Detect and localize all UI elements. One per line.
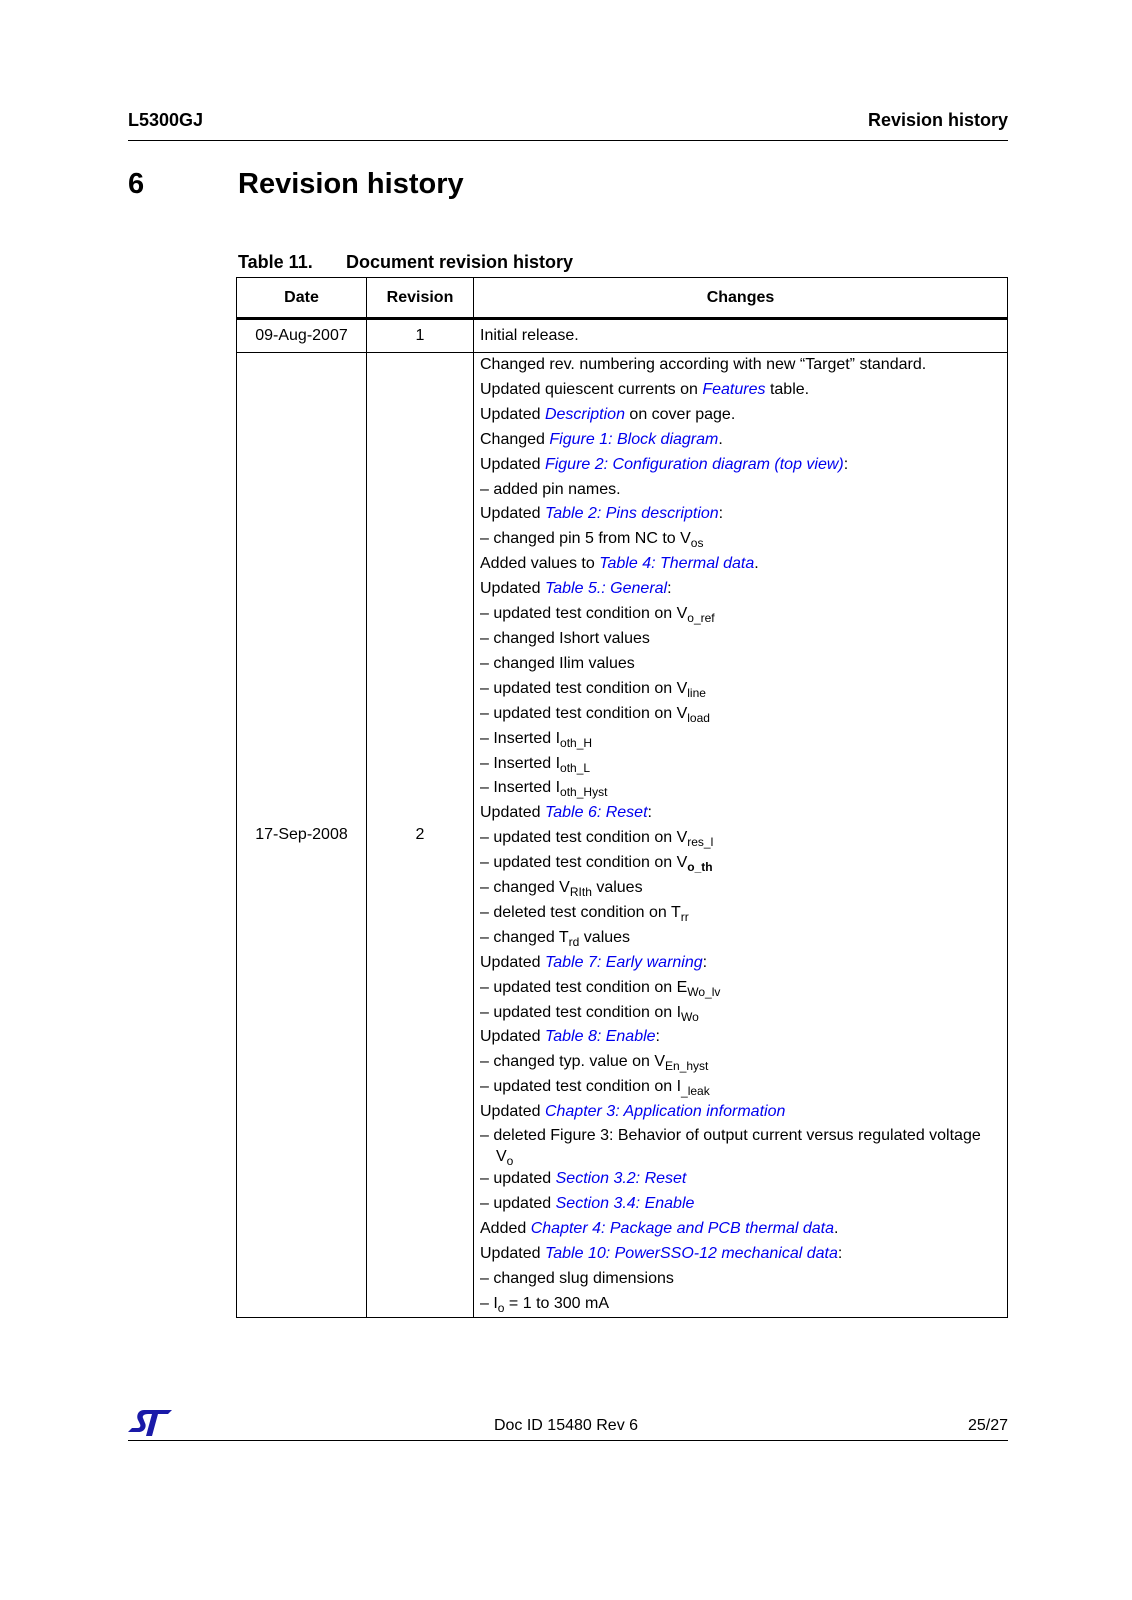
- subscript: Wo_lv: [687, 984, 721, 999]
- cross-ref-link[interactable]: Description: [544, 405, 625, 423]
- subscript: o: [506, 1154, 514, 1169]
- subscript: load: [687, 710, 710, 725]
- change-line: [480, 527, 999, 552]
- change-line: – changed slug dimensions: [480, 1269, 674, 1287]
- change-line: [480, 428, 999, 453]
- col-header-revision: Revision: [367, 278, 474, 319]
- change-line: [480, 727, 999, 752]
- change-line: [480, 677, 999, 702]
- change-text: – changed typ. value on V: [480, 1053, 666, 1071]
- change-text: Changed: [480, 430, 550, 448]
- subscript: o_th: [687, 860, 713, 875]
- cross-ref-link[interactable]: Table 10: PowerSSO-12 mechanical data: [544, 1244, 838, 1262]
- change-text: :: [647, 804, 652, 822]
- cell-revision: 2: [367, 353, 474, 1318]
- change-text: Updated: [480, 1028, 545, 1046]
- cross-ref-link[interactable]: Table 8: Enable: [544, 1028, 656, 1046]
- cell-changes: Initial release.: [474, 319, 1008, 353]
- change-line: [480, 801, 999, 826]
- change-line: [480, 1125, 999, 1167]
- col-header-changes: Changes: [474, 278, 1008, 319]
- change-text: – deleted Figure 3: Behavior of output current versus regulated voltage V: [480, 1127, 981, 1166]
- cross-ref-link[interactable]: Table 4: Thermal data: [599, 555, 755, 573]
- change-text: Updated: [480, 953, 545, 971]
- subscript: o: [497, 1300, 505, 1315]
- change-line: [480, 702, 999, 727]
- change-text: – changed T: [480, 928, 569, 946]
- change-text: :: [655, 1028, 660, 1046]
- cross-ref-link[interactable]: Chapter 3: Application information: [544, 1103, 786, 1121]
- header-doc-name: L5300GJ: [128, 110, 204, 130]
- subscript: oth_L: [560, 760, 591, 775]
- change-text: :: [702, 953, 708, 971]
- change-text: Updated: [480, 505, 545, 523]
- change-line: [480, 851, 999, 876]
- change-line: [480, 577, 999, 602]
- section-title: Revision history: [238, 168, 464, 200]
- subscript: RIth: [569, 885, 592, 900]
- change-text: Updated quiescent currents on: [480, 380, 703, 398]
- change-text: Updated: [480, 1244, 545, 1262]
- change-text: – updated test condition on V: [480, 679, 688, 697]
- change-line: [480, 602, 999, 627]
- change-text: – updated test condition on V: [480, 854, 688, 872]
- change-text: – updated test condition on V: [480, 829, 688, 847]
- change-text: Updated: [480, 405, 545, 423]
- change-line: [480, 1167, 999, 1192]
- change-text: – Inserted I: [480, 779, 561, 797]
- table-caption: [238, 252, 573, 273]
- change-text: .: [834, 1219, 839, 1237]
- change-text: – updated: [480, 1170, 556, 1188]
- subscript: oth_H: [560, 735, 593, 750]
- change-line: [480, 1292, 999, 1317]
- cross-ref-link[interactable]: Table 7: Early warning: [544, 953, 703, 971]
- change-text: table.: [765, 380, 810, 398]
- change-text: Updated: [480, 804, 545, 822]
- cross-ref-link[interactable]: Table 5.: General: [544, 580, 668, 598]
- revision-table: [236, 277, 1008, 1318]
- change-text: Updated: [480, 1103, 545, 1121]
- change-line: – changed Ilim values: [480, 654, 635, 672]
- change-text: :: [667, 580, 672, 598]
- table-label: Table 11.: [238, 252, 313, 272]
- change-text: Added: [480, 1219, 531, 1237]
- change-line: [480, 1242, 999, 1267]
- subscript: os: [690, 536, 704, 551]
- change-line: [480, 876, 999, 901]
- change-line: [480, 901, 999, 926]
- change-text: – updated test condition on E: [480, 978, 688, 996]
- change-line: [480, 403, 999, 428]
- table-row: [237, 353, 1008, 1318]
- subscript: rd: [568, 934, 580, 949]
- change-text: – updated: [480, 1195, 556, 1212]
- col-header-date: Date: [237, 278, 367, 319]
- subscript: En_hyst: [665, 1059, 709, 1074]
- change-line: [480, 752, 999, 777]
- subscript: line: [687, 685, 706, 700]
- change-line: [480, 976, 999, 1001]
- header-section-name: Revision history: [867, 110, 1008, 130]
- cell-revision: 1: [367, 319, 474, 353]
- cross-ref-link[interactable]: Figure 2: Configuration diagram (top view): [544, 455, 844, 473]
- change-text: – changed V: [480, 879, 570, 897]
- footer-doc-id: Doc ID 15480 Rev 6: [493, 1417, 639, 1434]
- change-line: [480, 1192, 999, 1217]
- change-line: [480, 1217, 999, 1242]
- change-line: [480, 951, 999, 976]
- change-line: – changed Ishort values: [480, 629, 650, 647]
- cell-date: 09-Aug-2007: [237, 319, 367, 353]
- change-text: Updated: [480, 455, 545, 473]
- change-line: [480, 776, 999, 801]
- change-text: – updated test condition on I: [480, 1003, 682, 1021]
- change-text: – updated test condition on I: [480, 1078, 682, 1096]
- change-text: = 1 to 300 mA: [504, 1294, 609, 1312]
- change-line: [480, 1075, 999, 1100]
- header-rule: [128, 140, 1008, 141]
- footer-rule: [128, 1440, 1008, 1441]
- cross-ref-link[interactable]: Section 3.2: Reset: [555, 1170, 687, 1188]
- change-line: [480, 1001, 999, 1026]
- change-line: – added pin names.: [480, 480, 621, 498]
- table-row: [237, 319, 1008, 353]
- change-text: values: [579, 928, 631, 946]
- change-text: – updated test condition on V: [480, 605, 688, 623]
- change-text: .: [754, 555, 759, 573]
- subscript: o_ref: [687, 611, 715, 626]
- change-line: [480, 453, 999, 478]
- change-text: Added values to: [480, 555, 600, 573]
- change-text: .: [718, 430, 723, 448]
- cross-ref-link[interactable]: Figure 1: Block diagram: [549, 430, 719, 448]
- change-text: Updated: [480, 580, 545, 598]
- change-text: – updated test condition on V: [480, 704, 688, 722]
- change-line: [480, 926, 999, 951]
- change-text: – changed pin 5 from NC to V: [480, 530, 691, 548]
- change-text: :: [837, 1244, 843, 1262]
- cross-ref-link[interactable]: Section 3.4: Enable: [555, 1195, 695, 1212]
- cross-ref-link[interactable]: Table 2: Pins description: [544, 505, 719, 523]
- cross-ref-link[interactable]: Table 6: Reset: [544, 804, 648, 822]
- subscript: Wo: [681, 1009, 699, 1024]
- table-header-row: [237, 278, 1008, 319]
- subscript: res_l: [687, 835, 714, 850]
- change-text: – deleted test condition on T: [480, 903, 681, 921]
- change-line: Changed rev. numbering according with new “Target” standard.: [480, 356, 927, 373]
- section-number: 6: [128, 168, 145, 200]
- subscript: _leak: [681, 1084, 710, 1099]
- change-text: values: [591, 879, 643, 897]
- subscript: oth_Hyst: [560, 785, 608, 800]
- table-title: Document revision history: [346, 252, 574, 272]
- change-text: – Inserted I: [480, 754, 561, 772]
- cross-ref-link[interactable]: Chapter 4: Package and PCB thermal data: [530, 1219, 835, 1237]
- change-text: – Inserted I: [480, 729, 561, 747]
- subscript: rr: [680, 909, 689, 924]
- change-text: :: [718, 505, 724, 523]
- change-line: [480, 552, 999, 577]
- change-line: [480, 378, 999, 403]
- change-text: on cover page.: [624, 405, 736, 423]
- cross-ref-link[interactable]: Features: [702, 380, 766, 398]
- change-text: – I: [480, 1294, 498, 1312]
- cell-changes: [474, 353, 1008, 1318]
- footer-page-number: 25/27: [967, 1417, 1008, 1434]
- change-line: [480, 1050, 999, 1075]
- change-line: [480, 826, 999, 851]
- change-line: [480, 502, 999, 527]
- change-text: :: [843, 455, 849, 473]
- cell-date: 17-Sep-2008: [237, 353, 367, 1318]
- change-line: [480, 1100, 999, 1125]
- change-line: [480, 1025, 999, 1050]
